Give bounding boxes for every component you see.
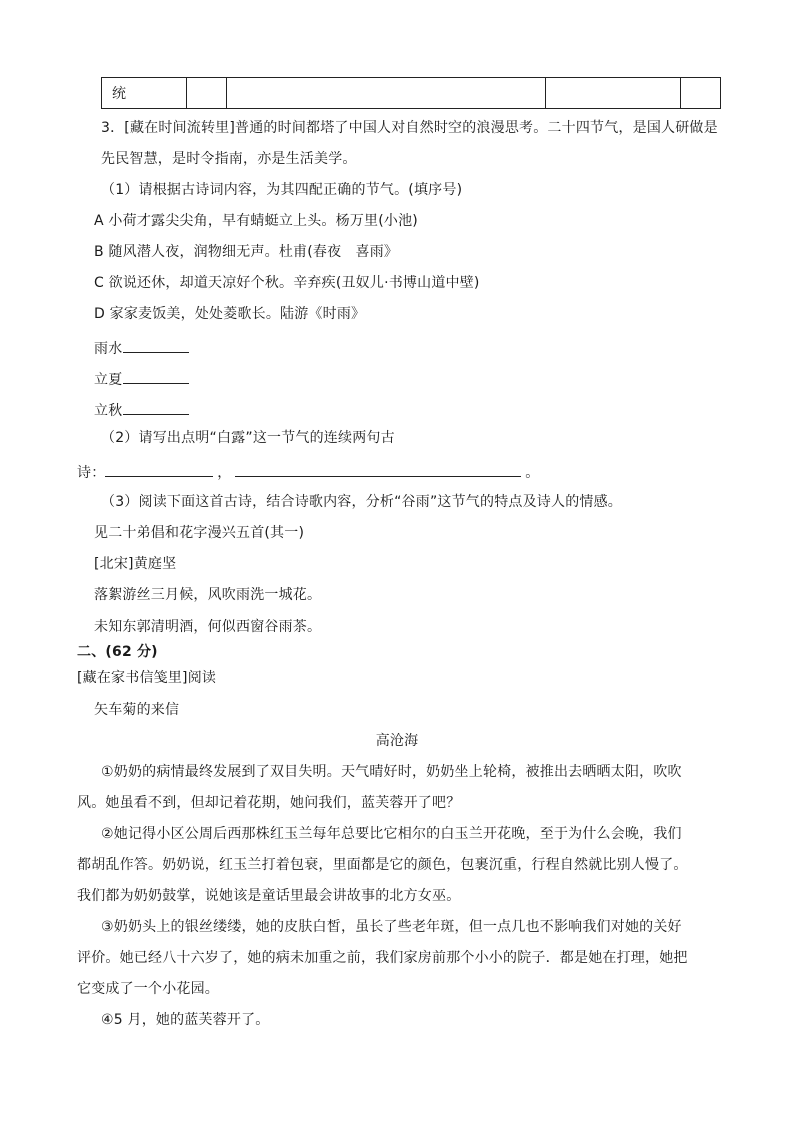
- answer-line: [123, 399, 189, 415]
- poem-author: [北宋]黄庭坚: [94, 556, 177, 572]
- table-cell: [546, 78, 681, 109]
- option-d: D 家家麦饭美，处处菱歌长。陆游《时雨》: [94, 306, 366, 322]
- paragraph-2-line-1: ②她记得小区公周后西那株红玉兰每年总要比它相尔的白玉兰开花晚，至于为什么会晚，我们: [101, 826, 682, 842]
- poem-line-2: 未知东郭清明酒，何似西窗谷雨茶。: [94, 619, 322, 635]
- option-a: A 小荷才露尖尖角，早有蜻蜓立上头。杨万里(小池): [94, 213, 418, 229]
- paragraph-2-line-2: 都胡乱作答。奶奶说，红玉兰打着包衰，里面都是它的颜色，包裹沉重，行程自然就比别人慢了。: [77, 857, 688, 873]
- answer-line: [235, 461, 521, 477]
- paragraph-3-line-1: ③奶奶头上的银丝缕缕，她的皮肤白皙，虽长了些老年斑，但一点几也不影响我们对她的关好: [101, 919, 682, 935]
- table-fragment: [101, 77, 721, 109]
- question-3-sub-2-answer: [77, 461, 543, 483]
- answer-line: [105, 461, 213, 477]
- table-cell: [227, 78, 546, 109]
- answer-blank-lixia: [94, 368, 189, 390]
- option-c: C 欲说还休，却道天凉好个秋。辛弃疾(丑奴儿·书博山道中壁): [94, 275, 480, 291]
- option-b: B 随风潜人夜，润物细无声。杜甫(春夜 喜雨》: [94, 244, 399, 260]
- blank-label: 雨水: [94, 341, 123, 357]
- answer-line: [123, 337, 189, 353]
- question-3-sub-2: （2）请写出点明“白露”这一节气的连续两句古: [101, 430, 395, 446]
- paragraph-3-line-2: 评价。她已经八十六岁了，她的病未加重之前，我们家房前那个小小的院子．都是她在打理，她把: [77, 950, 688, 966]
- answer-line: [123, 368, 189, 384]
- poem-title: 见二十弟倡和花字漫兴五首(其一): [94, 525, 305, 541]
- question-3-intro-line-1: 3．[藏在时间流转里]普通的时间都塔了中国人对自然时空的浪漫思考。二十四节气，是国人研做是: [101, 120, 718, 136]
- answer-period: 。: [525, 465, 540, 481]
- section-2-heading: 二、(62 分): [77, 644, 158, 660]
- table-cell: 统: [102, 78, 187, 109]
- answer-blank-liqiu: [94, 399, 189, 421]
- question-3-sub-3: （3）阅读下面这首古诗，结合诗歌内容，分析“谷雨”这节气的特点及诗人的情感。: [101, 494, 623, 510]
- question-3-intro-line-2: 先民智慧，是时令指南，亦是生活美学。: [101, 151, 357, 167]
- answer-comma: ，: [217, 465, 232, 481]
- reading-label: [藏在家书信笺里]阅读: [77, 670, 217, 686]
- table-cell: [681, 78, 721, 109]
- question-3-sub-1: （1）请根据古诗词内容，为其四配正确的节气。(填序号): [101, 182, 463, 198]
- answer-blank-yushui: [94, 337, 189, 359]
- paragraph-1-line-2: 风。她虽看不到，但却记着花期，她问我们，蓝芙蓉开了吧？: [77, 795, 461, 811]
- article-title: 矢车菊的来信: [94, 702, 180, 718]
- answer-prefix: 诗：: [77, 465, 106, 481]
- article-author: 高沧海: [375, 733, 419, 749]
- blank-label: 立夏: [94, 372, 123, 388]
- paragraph-1-line-1: ①奶奶的病情最终发展到了双目失明。天气晴好时，奶奶坐上轮椅，被推出去晒晒太阳，吹吹: [101, 764, 682, 780]
- poem-line-1: 落絮游丝三月候，风吹雨洗一城花。: [94, 587, 322, 603]
- paragraph-4-line-1: ④5 月，她的蓝芙蓉开了。: [101, 1012, 270, 1028]
- paragraph-2-line-3: 我们都为奶奶鼓掌，说她该是童话里最会讲故事的北方女巫。: [77, 888, 461, 904]
- table-row: [102, 78, 721, 109]
- table-cell: [187, 78, 227, 109]
- blank-label: 立秋: [94, 403, 123, 419]
- paragraph-3-line-3: 它变成了一个小花园。: [77, 981, 219, 997]
